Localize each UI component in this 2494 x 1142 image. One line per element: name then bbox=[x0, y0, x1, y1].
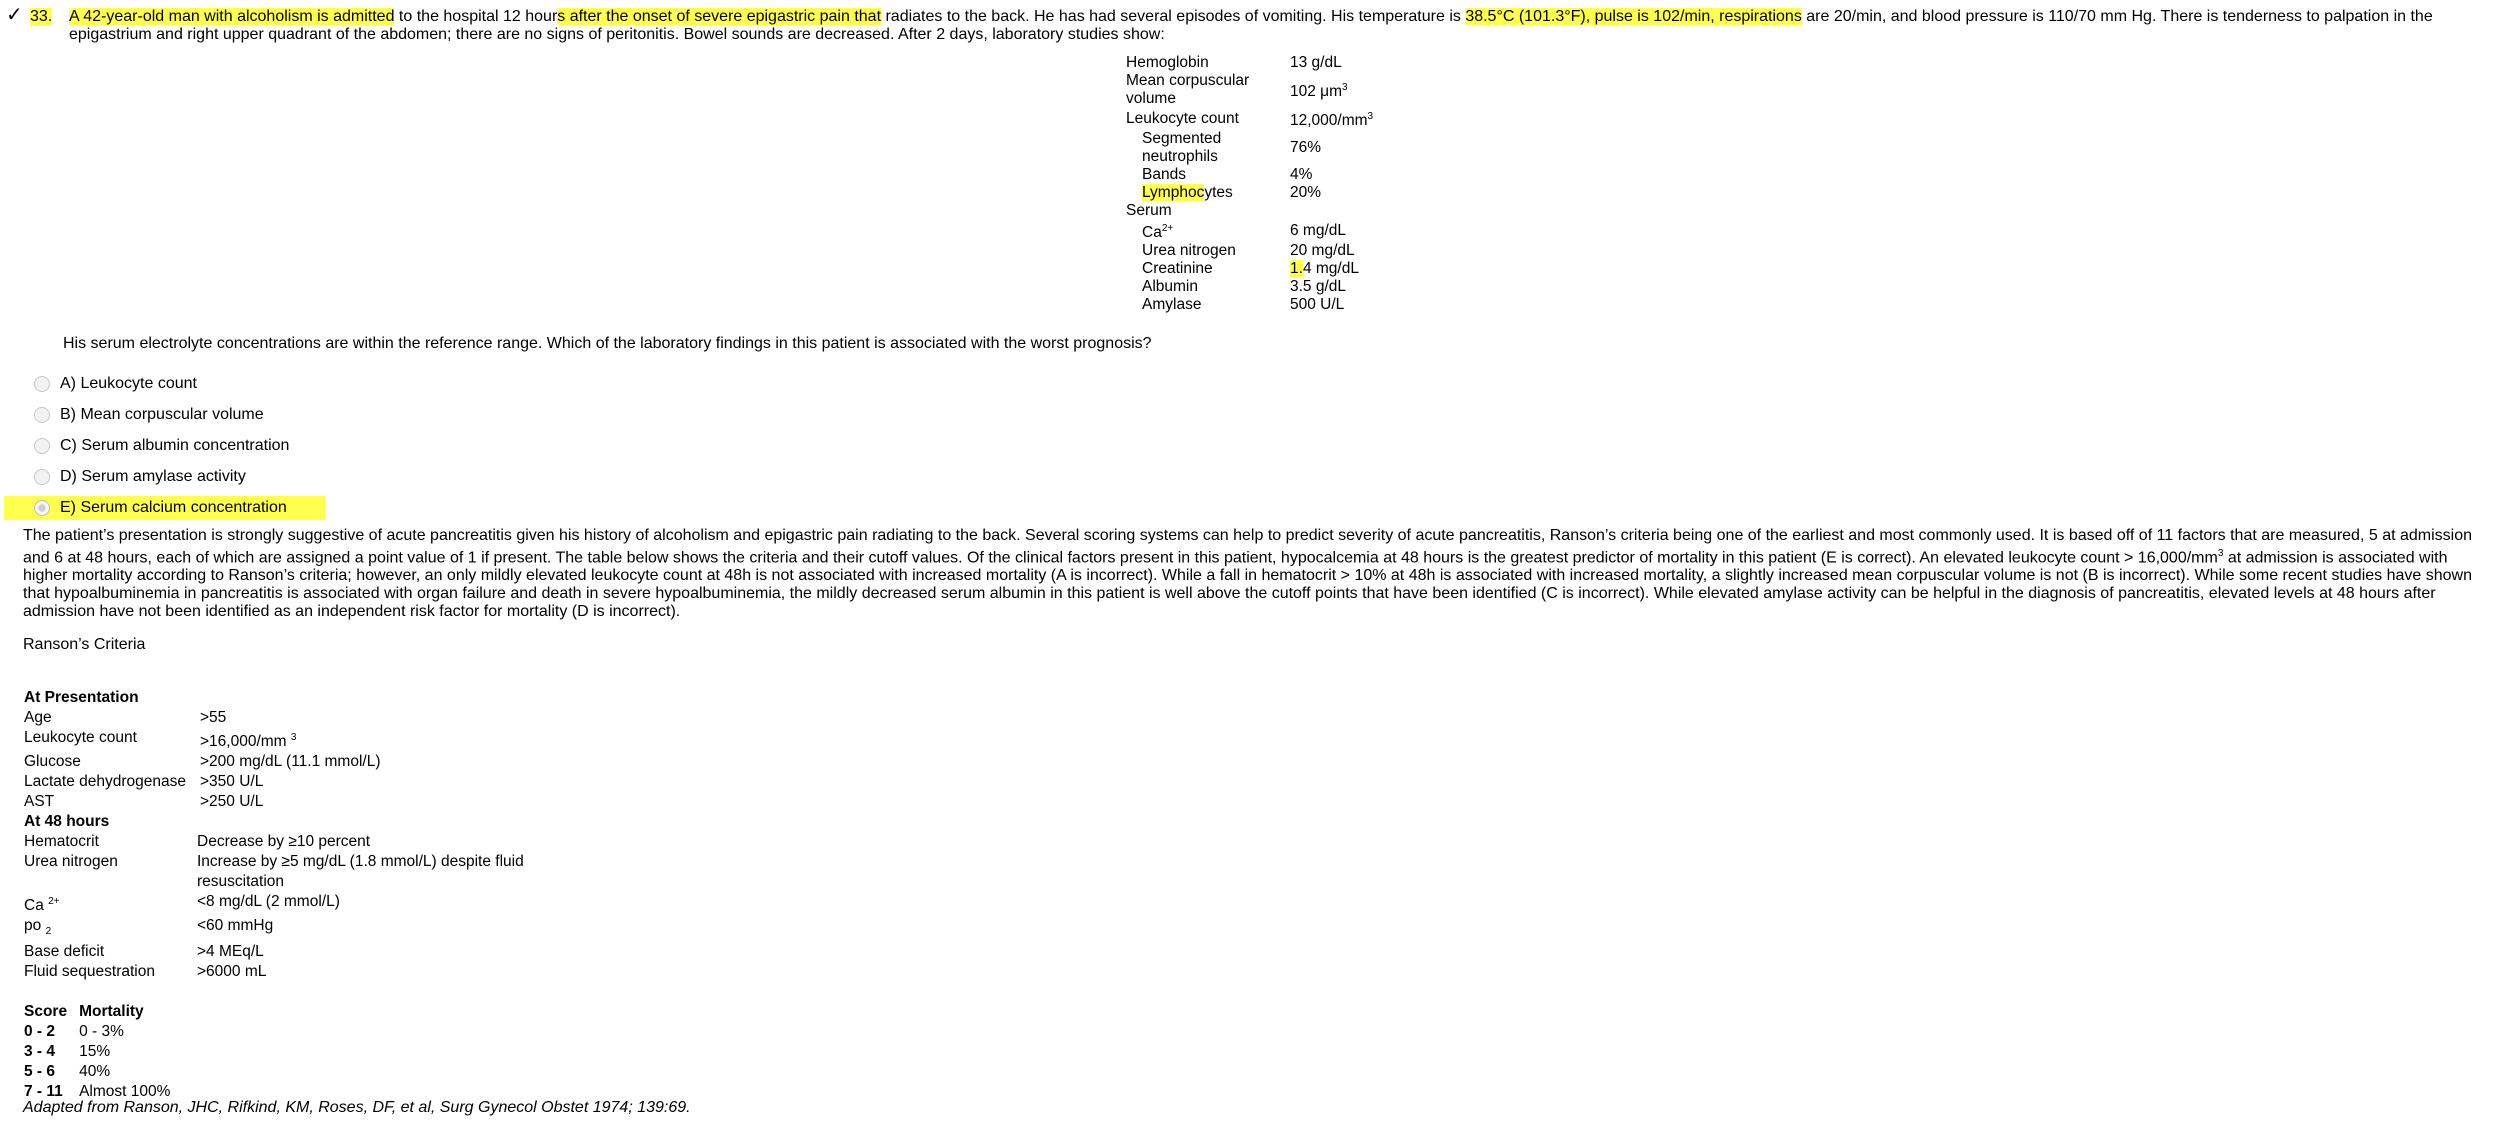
answered-check-icon: ✓ bbox=[6, 4, 23, 26]
answer-option-b[interactable] bbox=[34, 403, 264, 427]
radio-button[interactable] bbox=[34, 438, 50, 454]
score-row: 0 - 2 0 - 3% bbox=[24, 1023, 124, 1041]
stem-highlight: 38.5°C (101.3°F), pulse is 102/min, respirations bbox=[1465, 8, 1802, 25]
explanation-text: The patient’s presentation is strongly suggestive of acute pancreatitis given his history of alcoholism and epigastric pain radiating to the back. Several scoring systems can help to predict severity of acute pancreatitis, Ranson’s criteria being one of the earliest and most commonly used. It is based off of 11 factors that are measured, 5 at admission and 6 at 48 hours, each of which are assigned a point value of 1 if present. The table below shows the criteria and their cutoff values. Of the clinical factors present in this patient, hypocalcemia at 48 hours is the greatest predictor of mortality in this patient (E is correct). An elevated leukocyte count > $16,000/mm^3$ at admission is associated with higher mortality according to Ranson’s criteria; however, an only mildly elevated leukocyte count at 48h is not associated with increased mortality (A is incorrect). While a fall in hematocrit > 10% at 48h is associated with increased mortality, a slightly increased mean corpuscular volume is not (B is incorrect). While some recent studies have shown that hypoalbuminemia in pancreatitis is associated with organ failure and death in severe hypoalbuminemia, the mildly decreased serum albumin in this patient is well above the cutoff points that have been identified (C is incorrect). While elevated amylase activity can be helpful in the diagnosis of pancreatitis, elevated levels at 48 hours after admission have not been identified as an independent risk factor for mortality (D is incorrect). bbox=[23, 527, 2473, 621]
lab-row bbox=[1126, 202, 1373, 220]
mortality-header: Mortality bbox=[79, 1003, 144, 1021]
lab-row bbox=[1126, 54, 1373, 72]
option-text: Mean corpuscular volume bbox=[80, 406, 264, 423]
criteria-row: Fluid sequestration >6000 mL bbox=[24, 963, 267, 981]
answer-option-d[interactable] bbox=[34, 465, 246, 489]
answer-option-c[interactable] bbox=[34, 434, 289, 458]
answer-option-a[interactable] bbox=[34, 372, 197, 396]
radio-button-selected[interactable] bbox=[34, 500, 50, 516]
lab-value: $12,000/mm^3$ bbox=[1290, 111, 1374, 130]
lab-value: 6 mg/dL bbox=[1290, 222, 1347, 240]
lab-label: Mean corpuscular volume bbox=[1126, 72, 1250, 107]
criteria-row: Leukocyte count >16,000/mm $^3$ bbox=[24, 729, 297, 751]
criteria-row: Age >55 bbox=[24, 709, 227, 726]
lab-row bbox=[1126, 278, 1373, 296]
lab-label: Hemoglobin bbox=[1126, 54, 1209, 71]
lab-row bbox=[1126, 242, 1373, 260]
stem-text: to the hospital 12 hour bbox=[394, 8, 558, 25]
ranson-title: Ranson’s Criteria bbox=[23, 636, 146, 653]
lab-value: 76% bbox=[1290, 139, 1322, 157]
section-heading: At 48 hours bbox=[24, 813, 110, 831]
stem-highlight: A 42-year-old man with alcoholism is admitted bbox=[69, 8, 395, 25]
answer-option-e-selected[interactable] bbox=[4, 496, 325, 520]
criteria-row: Ca $^{2+}$ <8 mg/dL (2 mmol/L) bbox=[24, 893, 340, 915]
score-row: 7 - 11 Almost 100% bbox=[24, 1083, 171, 1101]
radio-button[interactable] bbox=[34, 407, 50, 423]
lab-row bbox=[1126, 296, 1373, 314]
criteria-row: Base deficit >4 MEq/L bbox=[24, 943, 264, 961]
criteria-row: po $_2$ <60 mmHg bbox=[24, 917, 274, 938]
score-header: Score bbox=[24, 1003, 68, 1021]
question-prompt: His serum electrolyte concentrations are within the reference range. Which of the laboratory findings in this patient is associated with the worst prognosis? bbox=[63, 335, 1152, 352]
lab-results bbox=[1126, 54, 1373, 314]
ranson-criteria-table bbox=[24, 688, 557, 1102]
lab-row bbox=[1126, 166, 1373, 184]
criteria-row: AST >250 U/L bbox=[24, 793, 264, 811]
score-table bbox=[24, 1002, 182, 1102]
lab-value: 500 U/L bbox=[1290, 296, 1345, 314]
question-stem bbox=[69, 8, 2484, 44]
lab-row bbox=[1126, 130, 1373, 166]
lab-label: Leukocyte count bbox=[1126, 110, 1239, 128]
lab-value: 20% bbox=[1290, 184, 1322, 202]
score-row: 3 - 4 15% bbox=[24, 1043, 111, 1061]
citation: Adapted from Ranson, JHC, Rifkind, KM, Roses, DF, et al, Surg Gynecol Obstet 1974; 139:69. bbox=[23, 1099, 691, 1116]
question-number: 33. bbox=[30, 8, 53, 25]
lab-value: 13 g/dL bbox=[1290, 54, 1342, 71]
lab-row bbox=[1126, 108, 1373, 130]
lab-label: Urea nitrogen bbox=[1142, 242, 1236, 260]
option-text: Serum amylase activity bbox=[81, 468, 246, 485]
criteria-row: Hematocrit Decrease by ≥10 percent bbox=[24, 833, 371, 851]
criteria-row: Lactate dehydrogenase >350 U/L bbox=[24, 773, 264, 791]
score-row: 5 - 6 40% bbox=[24, 1063, 111, 1081]
lab-label: Albumin bbox=[1142, 278, 1198, 296]
criteria-row: Glucose >200 mg/dL (11.1 mmol/L) bbox=[24, 753, 381, 771]
option-text: Serum albumin concentration bbox=[81, 437, 290, 454]
lab-label: Bands bbox=[1142, 166, 1186, 184]
lab-value: 102 $\mu m^3$ bbox=[1290, 81, 1348, 101]
lab-label: Lymphocytes bbox=[1142, 184, 1233, 202]
lab-row bbox=[1126, 184, 1373, 202]
option-letter: A) bbox=[60, 375, 76, 392]
stem-text: radiates to the back. He has had several episodes of vomiting. His temperature is bbox=[881, 8, 1466, 25]
radio-button[interactable] bbox=[34, 376, 50, 392]
lab-label: Amylase bbox=[1142, 296, 1202, 314]
option-text: Serum calcium concentration bbox=[80, 499, 287, 516]
option-letter: E) bbox=[60, 499, 76, 516]
option-letter: D) bbox=[60, 468, 77, 485]
lab-row bbox=[1126, 260, 1373, 278]
lab-row bbox=[1126, 220, 1373, 242]
criteria-row: Urea nitrogen Increase by ≥5 mg/dL (1.8 mmol/L) despite fluid resuscitation bbox=[24, 853, 524, 891]
option-text: Leukocyte count bbox=[80, 375, 197, 392]
lab-section-label: Serum bbox=[1126, 202, 1172, 220]
option-letter: B) bbox=[60, 406, 76, 423]
radio-button[interactable] bbox=[34, 469, 50, 485]
lab-value: 20 mg/dL bbox=[1290, 242, 1355, 260]
lab-label: Segmented neutrophils bbox=[1142, 130, 1222, 166]
option-letter: C) bbox=[60, 437, 77, 454]
section-heading: At Presentation bbox=[24, 689, 139, 706]
stem-text: are 20/min, and blood pressure is 110/70 mm Hg. There is tenderness to palpation in the epigastrium and right upper quadrant of the abdomen; there are no signs of peritonitis. Bowel sounds are decreased. After 2 days, laboratory studies show: bbox=[69, 8, 2433, 43]
lab-value: 1.4 mg/dL bbox=[1290, 260, 1359, 278]
lab-row bbox=[1126, 72, 1373, 108]
stem-highlight: s after the onset of severe epigastric pain that bbox=[557, 8, 882, 25]
lab-value: 4% bbox=[1290, 166, 1313, 184]
lab-label: $Ca^{2+}$ bbox=[1142, 223, 1174, 242]
lab-label: Creatinine bbox=[1142, 260, 1213, 278]
lab-value: 3.5 g/dL bbox=[1290, 278, 1347, 296]
